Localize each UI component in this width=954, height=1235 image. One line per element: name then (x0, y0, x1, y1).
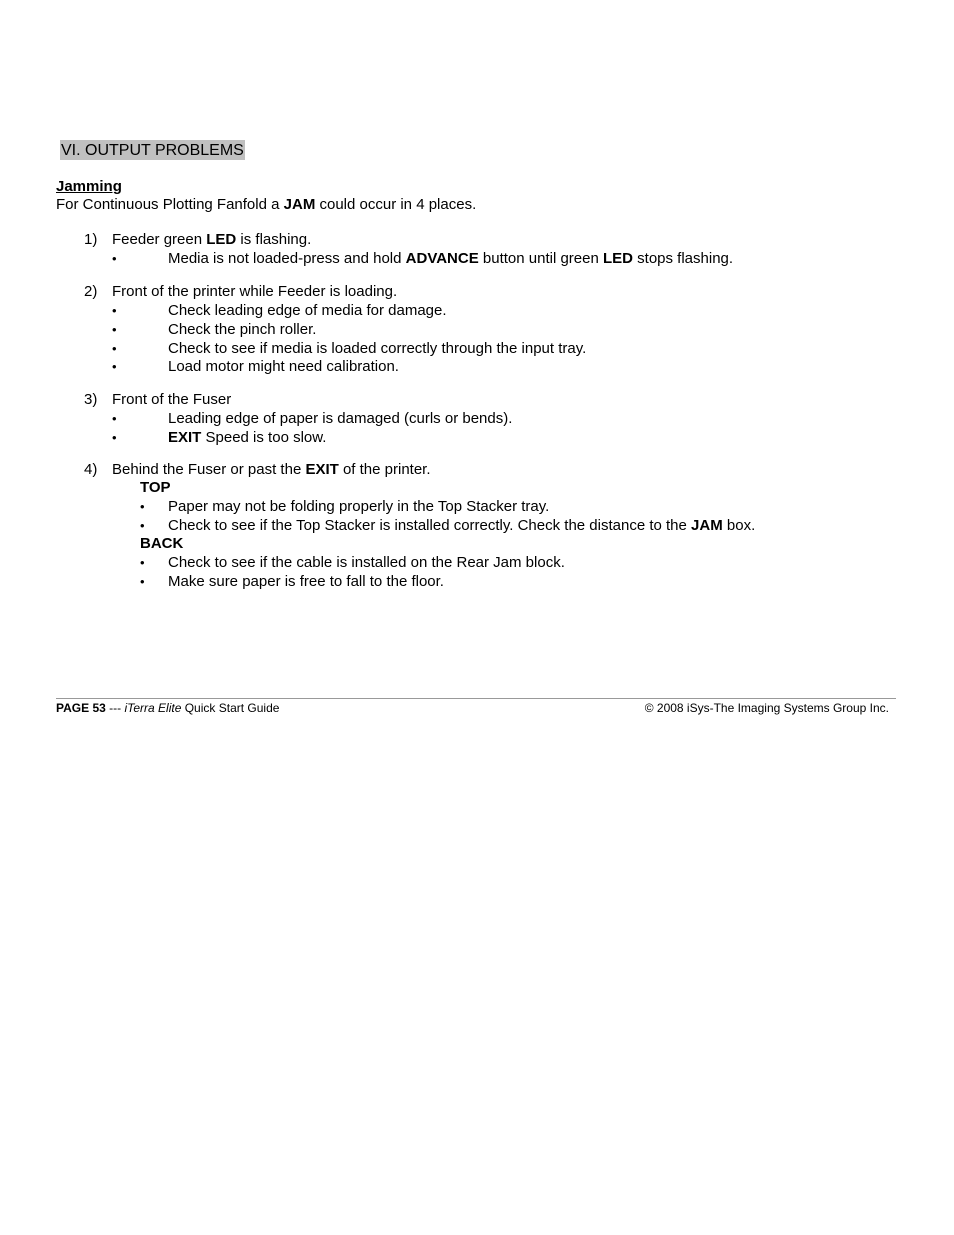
bullet-marker: • (140, 574, 145, 589)
bullet-marker: • (140, 555, 145, 570)
item-4-top-bullet-2: Check to see if the Top Stacker is installed correctly. Check the distance to the JAM box. (168, 517, 756, 534)
footer-page-info: PAGE 53 --- iTerra Elite Quick Start Guide (56, 701, 280, 715)
item-1-bullet-1: Media is not loaded-press and hold ADVANCE button until green LED stops flashing. (168, 250, 734, 267)
bullet-marker: • (112, 303, 117, 318)
item-2-bullet-3: Check to see if media is loaded correctly through the input tray. (168, 340, 587, 357)
item-4-text: Behind the Fuser or past the EXIT of the printer. (112, 461, 431, 478)
bullet-marker: • (112, 411, 117, 426)
item-1-number: 1) (84, 231, 98, 248)
item-2-number: 2) (84, 283, 98, 300)
bullet-marker: • (140, 518, 145, 533)
item-3-bullet-2: EXIT Speed is too slow. (168, 429, 327, 446)
bullet-marker: • (112, 359, 117, 374)
item-1-text: Feeder green LED is flashing. (112, 231, 312, 248)
section-title: VI. OUTPUT PROBLEMS (61, 142, 244, 159)
bullet-marker: • (112, 251, 117, 266)
item-2-text: Front of the printer while Feeder is loading. (112, 283, 398, 300)
item-4-back-bullet-1: Check to see if the cable is installed on the Rear Jam block. (168, 554, 565, 571)
footer-divider (56, 698, 896, 699)
footer-copyright: © 2008 iSys-The Imaging Systems Group Inc. (644, 701, 889, 715)
item-3-bullet-1: Leading edge of paper is damaged (curls or bends). (168, 410, 513, 427)
top-label: TOP (140, 479, 171, 496)
jamming-heading: Jamming (56, 178, 122, 195)
item-2-bullet-2: Check the pinch roller. (168, 321, 317, 338)
bullet-marker: • (112, 430, 117, 445)
bullet-marker: • (112, 322, 117, 337)
item-3-text: Front of the Fuser (112, 391, 232, 408)
back-label: BACK (140, 535, 184, 552)
bullet-marker: • (112, 341, 117, 356)
item-4-number: 4) (84, 461, 98, 478)
item-3-number: 3) (84, 391, 98, 408)
item-2-bullet-4: Load motor might need calibration. (168, 358, 399, 375)
item-4-back-bullet-2: Make sure paper is free to fall to the floor. (168, 573, 444, 590)
item-4-top-bullet-1: Paper may not be folding properly in the Top Stacker tray. (168, 498, 550, 515)
bullet-marker: • (140, 499, 145, 514)
jamming-intro: For Continuous Plotting Fanfold a JAM could occur in 4 places. (56, 196, 477, 213)
item-2-bullet-1: Check leading edge of media for damage. (168, 302, 447, 319)
